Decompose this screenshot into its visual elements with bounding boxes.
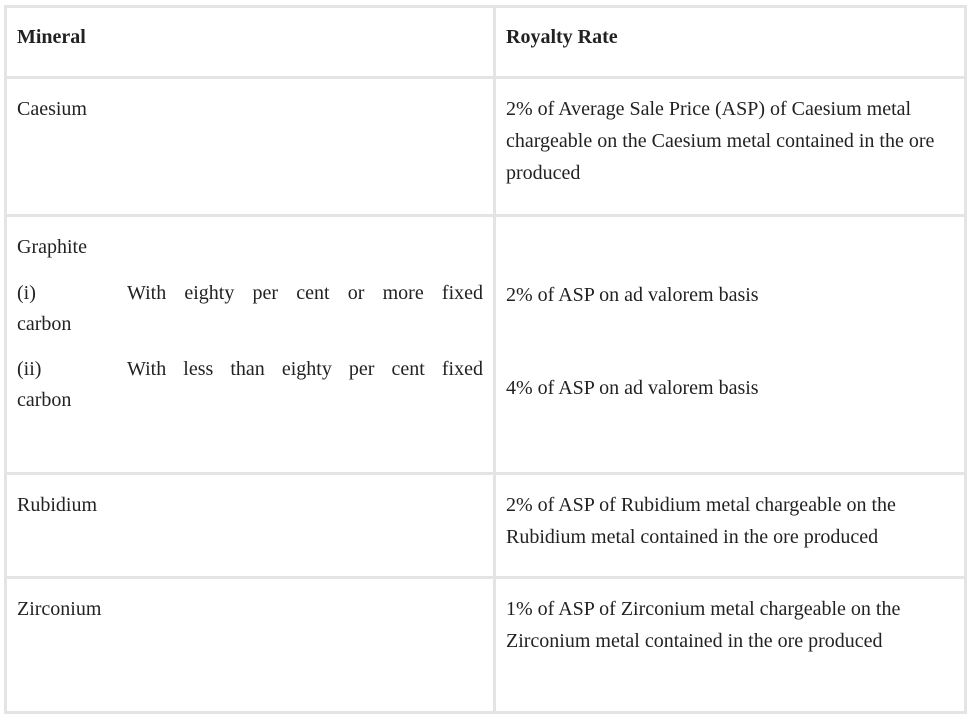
subitem-description: With eighty per cent or more fixed (127, 282, 483, 304)
cell-mineral-zirconium: Zirconium (6, 578, 495, 713)
graphite-subitem-1 (17, 278, 483, 340)
subitem-description-cont: carbon (17, 313, 72, 335)
graphite-subitem-2 (17, 354, 483, 416)
rate-graphite-low-carbon: 4% of ASP on ad valorem basis (506, 377, 759, 399)
rate-graphite-high-carbon: 2% of ASP on ad valorem basis (506, 284, 759, 306)
cell-rate-zirconium: 1% of ASP of Zirconium metal chargeable on the Zirconium metal contained in the ore produced (495, 578, 966, 713)
table-row (6, 78, 966, 216)
cell-rate-graphite (495, 216, 966, 474)
cell-rate-caesium: 2% of Average Sale Price (ASP) of Caesium metal chargeable on the Caesium metal contained in the ore produced (495, 78, 966, 216)
subitem-description: With less than eighty per cent fixed (127, 358, 483, 380)
cell-mineral-rubidium: Rubidium (6, 474, 495, 578)
cell-rate-rubidium: 2% of ASP of Rubidium metal chargeable on the Rubidium metal contained in the ore produced (495, 474, 966, 578)
cell-mineral-graphite (6, 216, 495, 474)
mineral-name-graphite: Graphite (17, 236, 87, 258)
header-mineral: Mineral (6, 7, 495, 78)
subitem-description-cont: carbon (17, 389, 72, 411)
subitem-number: (ii) (17, 358, 42, 380)
table-row (6, 578, 966, 713)
header-royalty-rate: Royalty Rate (495, 7, 966, 78)
subitem-number: (i) (17, 282, 36, 304)
cell-mineral-caesium: Caesium (6, 78, 495, 216)
royalty-rate-table (4, 5, 967, 714)
table-row (6, 474, 966, 578)
table-row (6, 216, 966, 474)
table-header-row (6, 7, 966, 78)
